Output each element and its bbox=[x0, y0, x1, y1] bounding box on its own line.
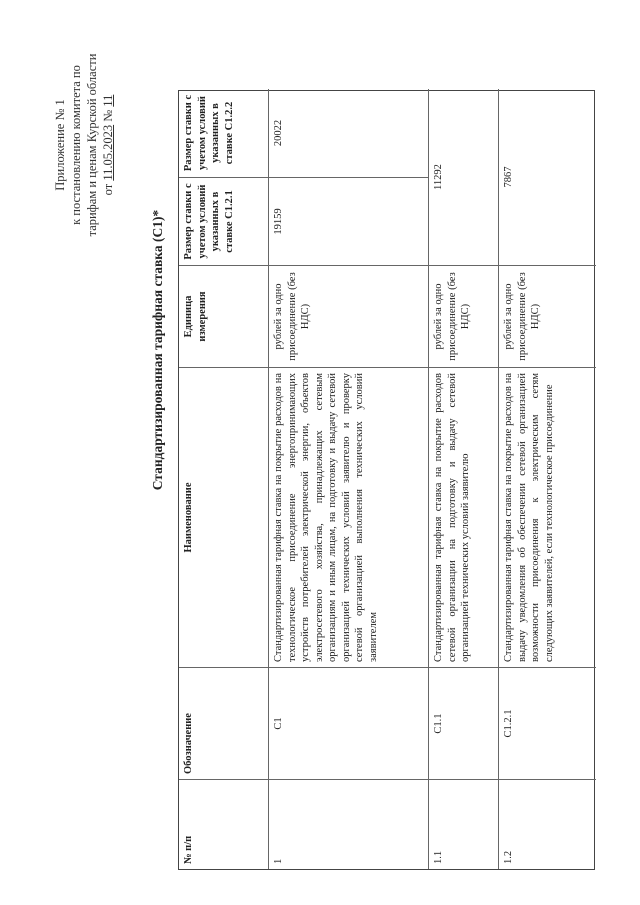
header-rate-1: Размер ставки с учетом условий указанных в ставке C1.2.1 bbox=[179, 177, 269, 265]
appendix-line-4 bbox=[100, 15, 116, 275]
row-1-unit: рублей за одно присоединение (без НДС) bbox=[269, 265, 429, 367]
row-1-1-rate: 11292 bbox=[429, 89, 499, 265]
row-1-1-unit: рублей за одно присоединение (без НДС) bbox=[429, 265, 499, 367]
header-name: Наименование bbox=[179, 367, 269, 667]
appendix-note bbox=[52, 15, 116, 275]
resolution-date: 11.05.2023 bbox=[101, 124, 115, 181]
header-rate-2: Размер ставки с учетом условий указанных в ставке C1.2.2 bbox=[179, 89, 269, 177]
row-1-designation: C1 bbox=[269, 667, 429, 779]
appendix-line-2: к постановлению комитета по bbox=[69, 65, 83, 225]
row-1-2-rate: 7867 bbox=[503, 166, 514, 188]
row-1-rate-1: 19159 bbox=[269, 177, 429, 265]
date-prefix: от bbox=[101, 183, 115, 196]
resolution-number: 11 bbox=[101, 94, 115, 107]
row-1-name: Стандартизированная тарифная ставка на покрытие расходов на технологическое присоединение энергопринимающих устройств потребителей электрической энергии, объектов электросетевого хозяйства, принадлежащих сетевым организациям и иным лицам, на подготовку и выдачу сетевой организацией технических условий заявителю и проверку сетевой организацией выполнения технических условий заявителем bbox=[269, 367, 429, 667]
tariff-table bbox=[178, 90, 595, 870]
row-1-2-designation: C1.2.1 bbox=[499, 667, 596, 779]
appendix-title: Приложение № 1 bbox=[53, 99, 67, 191]
row-1-2-name: Стандартизированная тарифная ставка на покрытие расходов на выдачу уведомления об обеспечении сетевой организацией возможности присоединения к электрическим сетям следующих заявителей, если технологическое присоединение bbox=[499, 367, 596, 667]
number-prefix: № bbox=[101, 109, 115, 122]
row-1-1-designation: C1.1 bbox=[429, 667, 499, 779]
header-num: № п/п bbox=[179, 779, 269, 869]
row-1-2-num: 1.2 bbox=[499, 779, 596, 869]
header-unit: Единица измерения bbox=[179, 265, 269, 367]
row-1-2-unit: рублей за одно присоединение (без НДС) bbox=[499, 265, 596, 367]
page-title: Стандартизированная тарифная ставка (C1)* bbox=[150, 209, 165, 491]
appendix-line-3: тарифам и ценам Курской области bbox=[85, 53, 99, 237]
row-1-num: 1 bbox=[269, 779, 429, 869]
row-1-1-name: Стандартизированная тарифная ставка на покрытие расходов сетевой организации на подготовку и выдачу сетевой организацией технических условий заявителю bbox=[429, 367, 499, 667]
header-designation: Обозначение bbox=[179, 667, 269, 779]
row-1-1-num: 1.1 bbox=[429, 779, 499, 869]
row-1-rate-2: 20022 bbox=[269, 89, 429, 177]
